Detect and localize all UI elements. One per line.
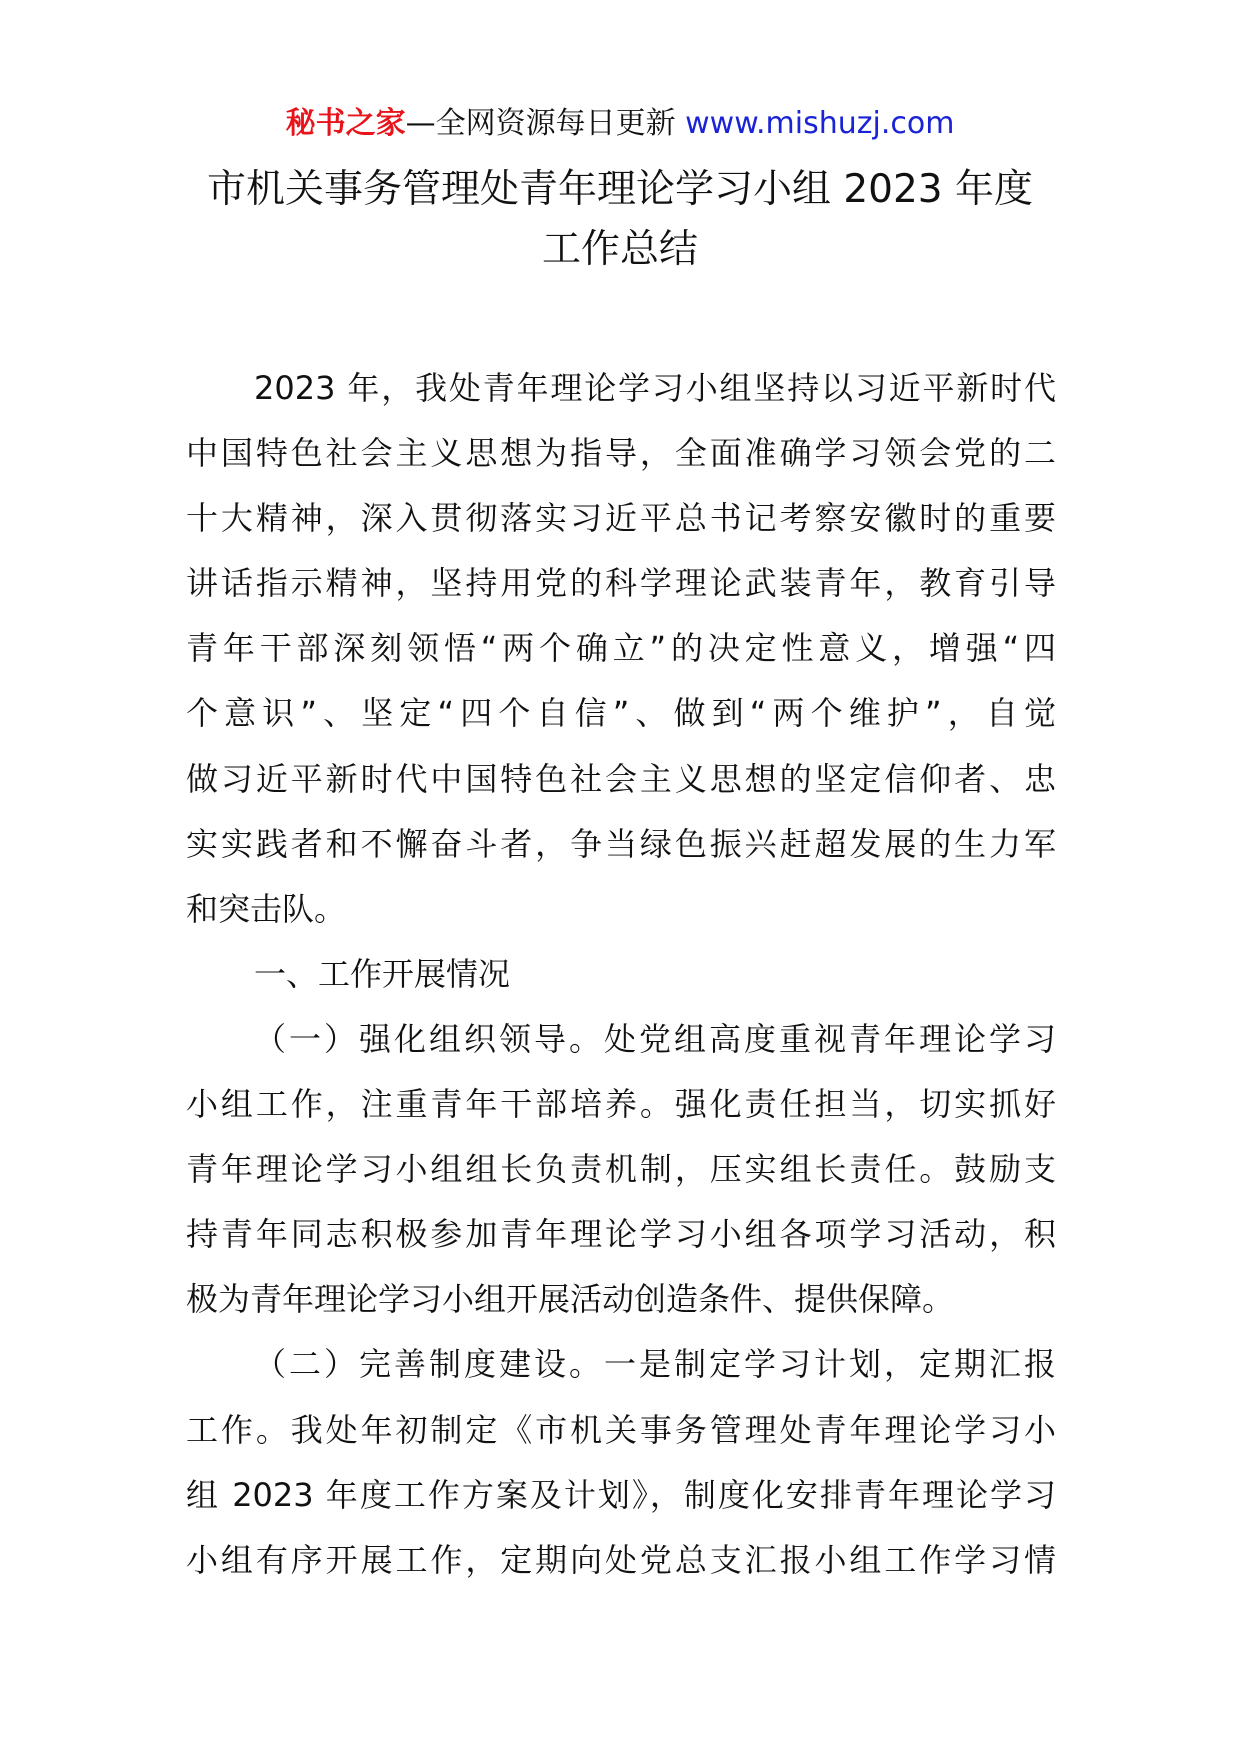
- site-brand: 秘书之家: [285, 106, 406, 141]
- title-line-2: 工作总结: [541, 227, 698, 272]
- paragraph-intro-line: 中国特色社会主义思想为指导，全面准确学习领会党的二: [186, 434, 1056, 473]
- paragraph-system-line: 小组有序开展工作，定期向处党总支汇报小组工作学习情: [186, 1540, 1056, 1579]
- paragraph-intro-line: 实实践者和不懈奋斗者，争当绿色振兴赶超发展的生力军: [186, 824, 1056, 863]
- title-line-1: 市机关事务管理处青年理论学习小组 2023 年度: [206, 167, 1034, 212]
- document-body: [186, 356, 1056, 1593]
- paragraph-system-line: 组 2023 年度工作方案及计划》，制度化安排青年理论学习: [186, 1475, 1056, 1514]
- site-url-link[interactable]: www.mishuzj.com: [685, 106, 955, 141]
- paragraph-intro-line: 2023 年，我处青年理论学习小组坚持以习近平新时代: [254, 369, 1056, 407]
- paragraph-intro-line: 讲话指示精神，坚持用党的科学理论武装青年，教育引导: [186, 564, 1056, 603]
- site-tagline: —全网资源每日更新: [405, 106, 676, 141]
- paragraph-system-line: （二）完善制度建设。一是制定学习计划，定期汇报: [254, 1345, 1056, 1384]
- paragraph-intro-line: 青年干部深刻领悟“两个确立”的决定性意义，增强“四: [186, 629, 1056, 668]
- paragraph-system-line: 工作。我处年初制定《市机关事务管理处青年理论学习小: [186, 1410, 1056, 1449]
- paragraph-intro-line: 十大精神，深入贯彻落实习近平总书记考察安徽时的重要: [186, 499, 1056, 538]
- section-heading: 一、工作开展情况: [254, 954, 511, 993]
- paragraph-intro-line: 个意识”、坚定“四个自信”、做到“两个维护”，自觉: [186, 694, 1056, 733]
- document-title: [150, 160, 1090, 280]
- site-header: [0, 102, 1240, 146]
- paragraph-organization-line: 小组工作，注重青年干部培养。强化责任担当，切实抓好: [186, 1085, 1056, 1124]
- paragraph-intro-line: 和突击队。: [186, 889, 347, 928]
- paragraph-organization-line: 青年理论学习小组组长负责机制，压实组长责任。鼓励支: [186, 1150, 1056, 1189]
- paragraph-organization-line: 持青年同志积极参加青年理论学习小组各项学习活动，积: [186, 1215, 1056, 1254]
- paragraph-intro-line: 做习近平新时代中国特色社会主义思想的坚定信仰者、忠: [186, 759, 1056, 798]
- paragraph-organization-line: 极为青年理论学习小组开展活动创造条件、提供保障。: [186, 1280, 955, 1319]
- paragraph-organization-line: （一）强化组织领导。处党组高度重视青年理论学习: [254, 1019, 1056, 1058]
